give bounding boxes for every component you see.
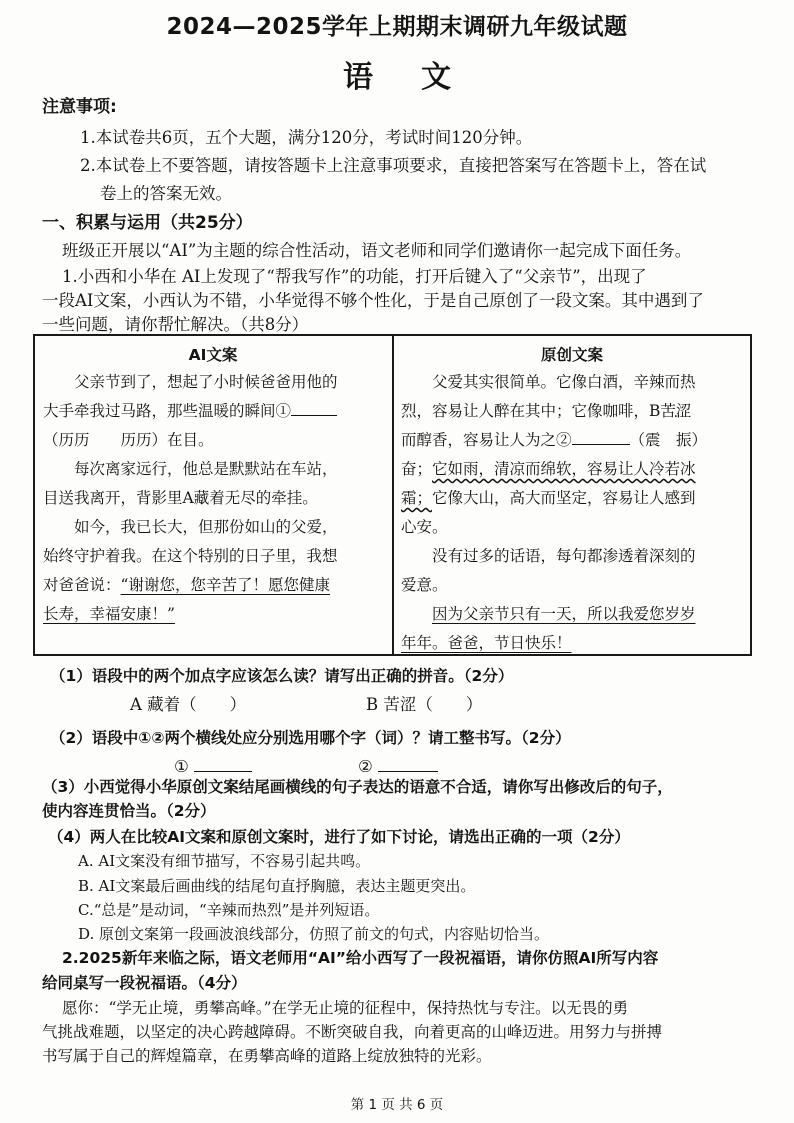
ai-copy-cell	[43, 336, 383, 629]
subject-char-1: 语	[343, 60, 373, 95]
original-copy-line	[401, 600, 743, 629]
wish-line-3: 书写属于自己的辉煌篇章，在勇攀高峰的道路上绽放独特的光彩。	[42, 1047, 492, 1065]
question-1-2-answer-1: ①	[174, 755, 252, 778]
original-copy-line: 爱意。	[401, 576, 448, 594]
ai-copy-line: 对爸爸说：“谢谢您，您辛苦了！愿您健康	[43, 576, 330, 594]
question-1-3-line-2: 使内容连贯恰当。（2分）	[42, 802, 216, 820]
question-2-line-2: 给同桌写一段祝福语。（4分）	[42, 974, 247, 992]
blank-2	[572, 428, 630, 445]
dotted-char-cang: 藏	[193, 489, 210, 507]
table-divider	[392, 336, 394, 654]
answer-blank-2	[378, 755, 438, 772]
wish-line-1: 愿你：“学无止境，勇攀高峰。”在学无止境的征程中，保持热忱与专注。以无畏的勇	[62, 999, 629, 1017]
question-1-3-line-1: （3）小西觉得小华原创文案结尾画横线的句子表达的语意不合适，请你写出修改后的句子，	[42, 778, 673, 796]
ai-copy-line: 每次离家远行，他总是默默站在车站，	[74, 460, 338, 478]
question-1-1: （1）语段中的两个加点字应该怎么读？请写出正确的拼音。（2分）	[50, 667, 514, 685]
option-a: A. AI文案没有细节描写，不容易引起共鸣。	[78, 852, 371, 870]
page-footer: 第 1 页 共 6 页	[350, 1097, 444, 1113]
ai-copy-line	[43, 600, 383, 629]
original-copy-line: 烈，容易让人醉在其中；它像咖啡，B苦涩	[401, 402, 692, 420]
question-1-1-option-a: A 藏着（ ）	[130, 695, 247, 714]
subject-char-2: 文	[421, 60, 451, 95]
original-copy-line: 父爱其实很简单。它像白酒，辛辣而热	[432, 373, 696, 391]
copy-comparison-table	[33, 334, 752, 656]
ai-copy-line: 始终守护着我。在这个特别的日子里，我想	[43, 547, 338, 565]
ai-copy-line: 如今，我已长大，但那份如山的父爱，	[74, 518, 338, 536]
ai-copy-line: 大手牵我过马路，那些温暖的瞬间①	[43, 397, 383, 426]
option-d: D. 原创文案第一段画波浪线部分，仿照了前文的句式，内容贴切恰当。	[78, 925, 550, 943]
question-1-2-answer-2: ②	[358, 755, 438, 778]
ai-copy-header: AI文案	[188, 346, 238, 364]
question-1-1-option-b: B 苦涩（ ）	[366, 695, 483, 714]
answer-blank-1	[194, 755, 252, 772]
straight-underline-sentence-end: 年年。爸爸，节日快乐！	[401, 634, 572, 652]
section-1-intro: 班级正开展以“AI”为主题的综合性活动，语文老师和同学们邀请你一起完成下面任务。	[62, 241, 692, 260]
question-1-line-1: 1.小西和小华在 AI上发现了“帮我写作”的功能，打开后键入了“父亲节”，出现了	[62, 267, 647, 286]
straight-underline-sentence: 因为父亲节只有一天，所以我爱您岁岁	[432, 605, 696, 623]
original-copy-line: 而醇香，容易让人为之② （震 振）	[401, 426, 743, 455]
option-c: C.“总是”是动词，“辛辣而热烈”是并列短语。	[78, 901, 380, 919]
question-1-2: （2）语段中①②两个横线处应分别选用哪个字（词）？请工整书写。（2分）	[50, 729, 571, 747]
question-1-line-3: 一些问题，请你帮忙解决。（共8分）	[42, 315, 309, 334]
original-copy-header: 原创文案	[540, 346, 603, 364]
original-copy-line	[401, 629, 743, 658]
option-b: B. AI文案最后画曲线的结尾句直抒胸臆，表达主题更突出。	[78, 877, 476, 895]
subject-title	[0, 52, 794, 96]
note-item-1: 1.本试卷共6页，五个大题，满分120分，考试时间120分钟。	[80, 128, 533, 147]
wish-line-2: 气挑战难题，以坚定的决心跨越障碍。不断突破自我，向着更高的山峰迈进。用努力与拼搏	[42, 1023, 663, 1041]
question-1-line-2: 一段AI文案，小西认为不错，小华觉得不够个性化，于是自己原创了一段文案。其中遇到了	[42, 291, 704, 310]
original-copy-line: 心安。	[401, 518, 448, 536]
question-2-line-1: 2.2025新年来临之际，语文老师用“AI”给小西写了一段祝福语，请你仿照AI所写内容	[62, 949, 659, 967]
curved-underline-sentence-end: 长寿，幸福安康！”	[43, 605, 175, 623]
notes-heading: 注意事项:	[42, 97, 117, 117]
wavy-underline: 它如雨，清凉而绵软，容易让人冷若冰	[432, 460, 696, 478]
ai-copy-line: （历历 历历）在目。	[43, 431, 214, 449]
curved-underline-sentence: “谢谢您，您辛苦了！愿您健康	[120, 576, 330, 594]
original-copy-line: 没有过多的话语，每句都渗透着深刻的	[432, 547, 696, 565]
ai-copy-line: 父亲节到了，想起了小时候爸爸用他的	[74, 373, 338, 391]
note-item-2-line-1: 2.本试卷上不要答题，请按答题卡上注意事项要求，直接把答案写在答题卡上，答在试	[80, 156, 707, 175]
blank-1	[291, 399, 337, 416]
wavy-underline-end: 霜；	[401, 489, 433, 507]
question-1-4: （4）两人在比较AI文案和原创文案时，进行了如下讨论，请选出正确的一项（2分）	[48, 828, 630, 846]
original-copy-line: 奋；它如雨，清凉而绵软，容易让人冷若冰	[401, 460, 696, 478]
ai-copy-line: 目送我离开，背影里A藏着无尽的牵挂。	[43, 489, 318, 507]
section-1-heading: 一、积累与运用（共25分）	[42, 213, 253, 233]
original-copy-cell	[401, 336, 743, 658]
original-copy-line: 霜；它像大山，高大而坚定，容易让人感到	[401, 489, 696, 507]
exam-title: 2024—2025学年上期期末调研九年级试题	[166, 14, 628, 40]
note-item-2-line-2: 卷上的答案无效。	[100, 184, 232, 203]
dotted-chars-kuse: 苦涩	[660, 402, 692, 420]
